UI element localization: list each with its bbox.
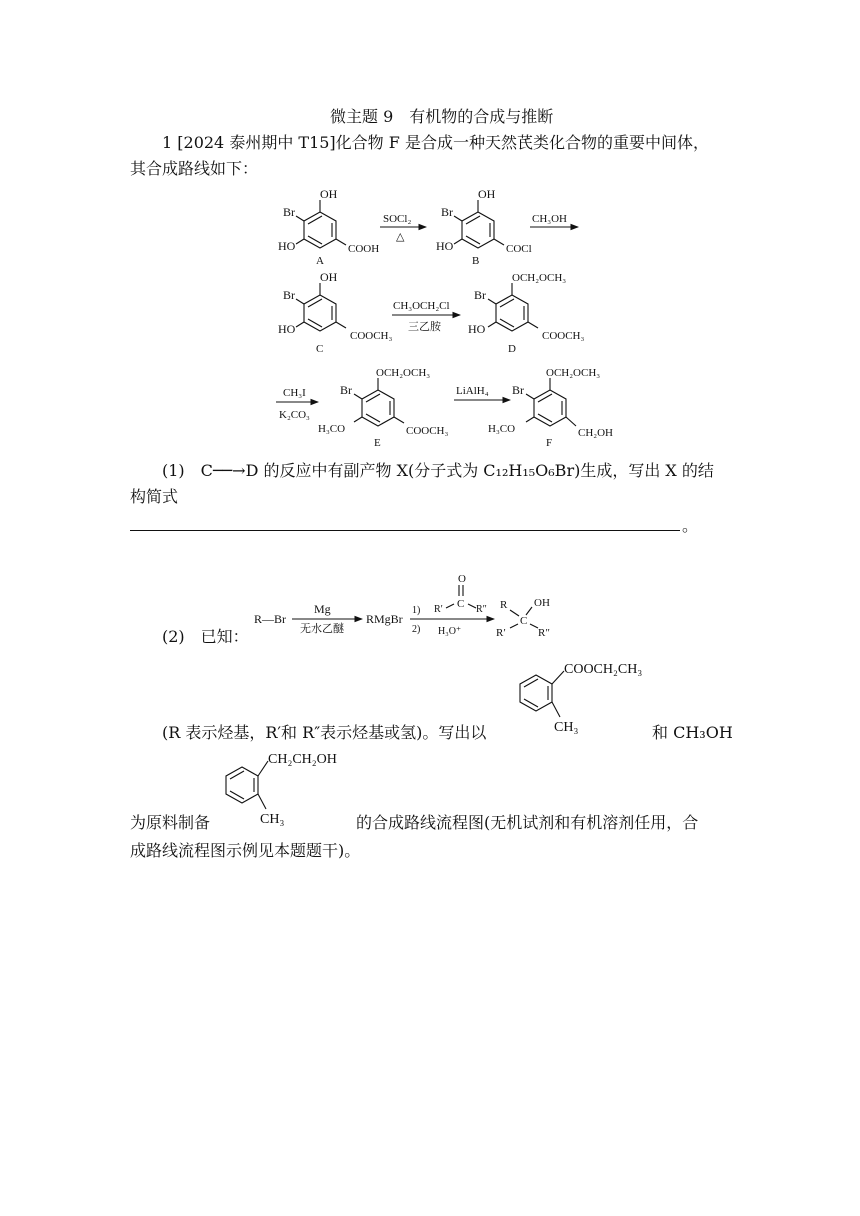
c-text: C bbox=[457, 598, 465, 610]
methyl-group: CH₃ bbox=[260, 812, 285, 827]
label-f: F bbox=[546, 437, 553, 448]
compound-b bbox=[436, 187, 532, 267]
group-cooch3: COOCH₃ bbox=[406, 425, 449, 437]
part2-prefix: (2) 已知： bbox=[162, 627, 249, 646]
group-och2och3: OCH₂OCH₃ bbox=[512, 272, 567, 284]
mg-text: Mg bbox=[314, 602, 331, 616]
group-h3co: H₃CO bbox=[488, 423, 516, 435]
group-oh: OH bbox=[320, 270, 338, 284]
r-br-text: R—Br bbox=[254, 612, 287, 626]
part2-and-text: 和 CH₃OH bbox=[652, 723, 733, 742]
rdprime-text: R″ bbox=[476, 604, 487, 615]
group-br: Br bbox=[441, 205, 453, 219]
label-a: A bbox=[316, 255, 324, 267]
answer-end-mark: 。 bbox=[682, 516, 699, 535]
group-br: Br bbox=[283, 205, 295, 219]
part2-prep-tail: 的合成路线流程图(无机试剂和有机溶剂任用，合 bbox=[356, 813, 699, 832]
grignard-scheme bbox=[252, 570, 562, 646]
ester-group: COOCH₂CH₃ bbox=[564, 662, 643, 677]
group-ho: HO bbox=[278, 239, 296, 253]
reagent-lialh4: LiAlH₄ bbox=[456, 385, 489, 397]
alcohol-group: CH₂CH₂OH bbox=[268, 752, 337, 767]
part1-line1: (1) C──→D 的反应中有副产物 X(分子式为 C₁₂H₁₅O₆Br)生成，写出 X 的结 bbox=[162, 461, 714, 480]
methyl-group: CH₃ bbox=[554, 720, 579, 735]
synthesis-scheme bbox=[0, 178, 860, 448]
group-cooh: COOH bbox=[348, 243, 380, 255]
compound-e bbox=[318, 367, 449, 448]
reagent-heat: △ bbox=[396, 231, 405, 243]
group-br: Br bbox=[474, 288, 486, 302]
group-br: Br bbox=[340, 383, 352, 397]
group-ho: HO bbox=[436, 239, 454, 253]
reagent-ch3i: CH₃I bbox=[283, 387, 306, 399]
reagent-ch3och2cl: CH₃OCH₂Cl bbox=[393, 300, 450, 312]
rmgbr-text: RMgBr bbox=[366, 612, 403, 626]
compound-c bbox=[278, 270, 393, 355]
step2-text: 2) bbox=[412, 624, 421, 635]
part2-last-line: 成路线流程图示例见本题题干)。 bbox=[130, 841, 361, 860]
r-text: R bbox=[500, 599, 508, 611]
part1-line2: 构简式 bbox=[130, 487, 179, 506]
group-br: Br bbox=[512, 383, 524, 397]
ether-text: 无水乙醚 bbox=[300, 623, 344, 635]
step1-text: 1) bbox=[412, 605, 421, 616]
answer-blank-1[interactable] bbox=[130, 530, 680, 531]
group-h3co: H₃CO bbox=[318, 423, 346, 435]
label-e: E bbox=[374, 437, 381, 448]
group-br: Br bbox=[283, 288, 295, 302]
page-title: 微主题 9 有机物的合成与推断 bbox=[330, 107, 554, 126]
reagent-ch3oh: CH₃OH bbox=[532, 213, 568, 225]
part2-note: (R 表示烃基，R′和 R″表示烃基或氢)。写出以 bbox=[162, 723, 487, 742]
compound-f bbox=[488, 367, 613, 448]
rprime-text: R′ bbox=[434, 604, 443, 615]
part2-prep: 为原料制备 bbox=[130, 813, 211, 832]
group-ho: HO bbox=[278, 322, 296, 336]
oh-text: OH bbox=[534, 597, 550, 609]
reagent-triethylamine: 三乙胺 bbox=[408, 321, 441, 333]
o-text: O bbox=[458, 573, 466, 585]
group-cocl: COCl bbox=[506, 243, 532, 255]
group-och2och3: OCH₂OCH₃ bbox=[546, 367, 601, 379]
group-oh: OH bbox=[320, 187, 338, 201]
question-intro-line1: 1 [2024 泰州期中 T15]化合物 F 是合成一种天然芪类化合物的重要中间体， bbox=[162, 133, 709, 152]
compound-a bbox=[278, 187, 379, 267]
group-ho: HO bbox=[468, 322, 486, 336]
reagent-socl2: SOCl₂ bbox=[383, 213, 412, 225]
label-b: B bbox=[472, 255, 480, 267]
group-oh: OH bbox=[478, 187, 496, 201]
rprime2-text: R′ bbox=[496, 627, 506, 639]
group-cooch3: COOCH₃ bbox=[542, 330, 585, 342]
reagent-k2co3: K₂CO₃ bbox=[279, 409, 310, 421]
label-c: C bbox=[316, 343, 324, 355]
compound-d bbox=[468, 272, 585, 355]
question-intro-line2: 其合成路线如下： bbox=[130, 159, 259, 178]
group-och2och3: OCH₂OCH₃ bbox=[376, 367, 431, 379]
group-cooch3: COOCH₃ bbox=[350, 330, 393, 342]
c2-text: C bbox=[520, 615, 528, 627]
label-d: D bbox=[508, 343, 516, 355]
h3o-text: H₃O⁺ bbox=[438, 626, 462, 637]
rdprime2-text: R″ bbox=[538, 627, 550, 639]
group-ch2oh: CH₂OH bbox=[578, 427, 614, 439]
